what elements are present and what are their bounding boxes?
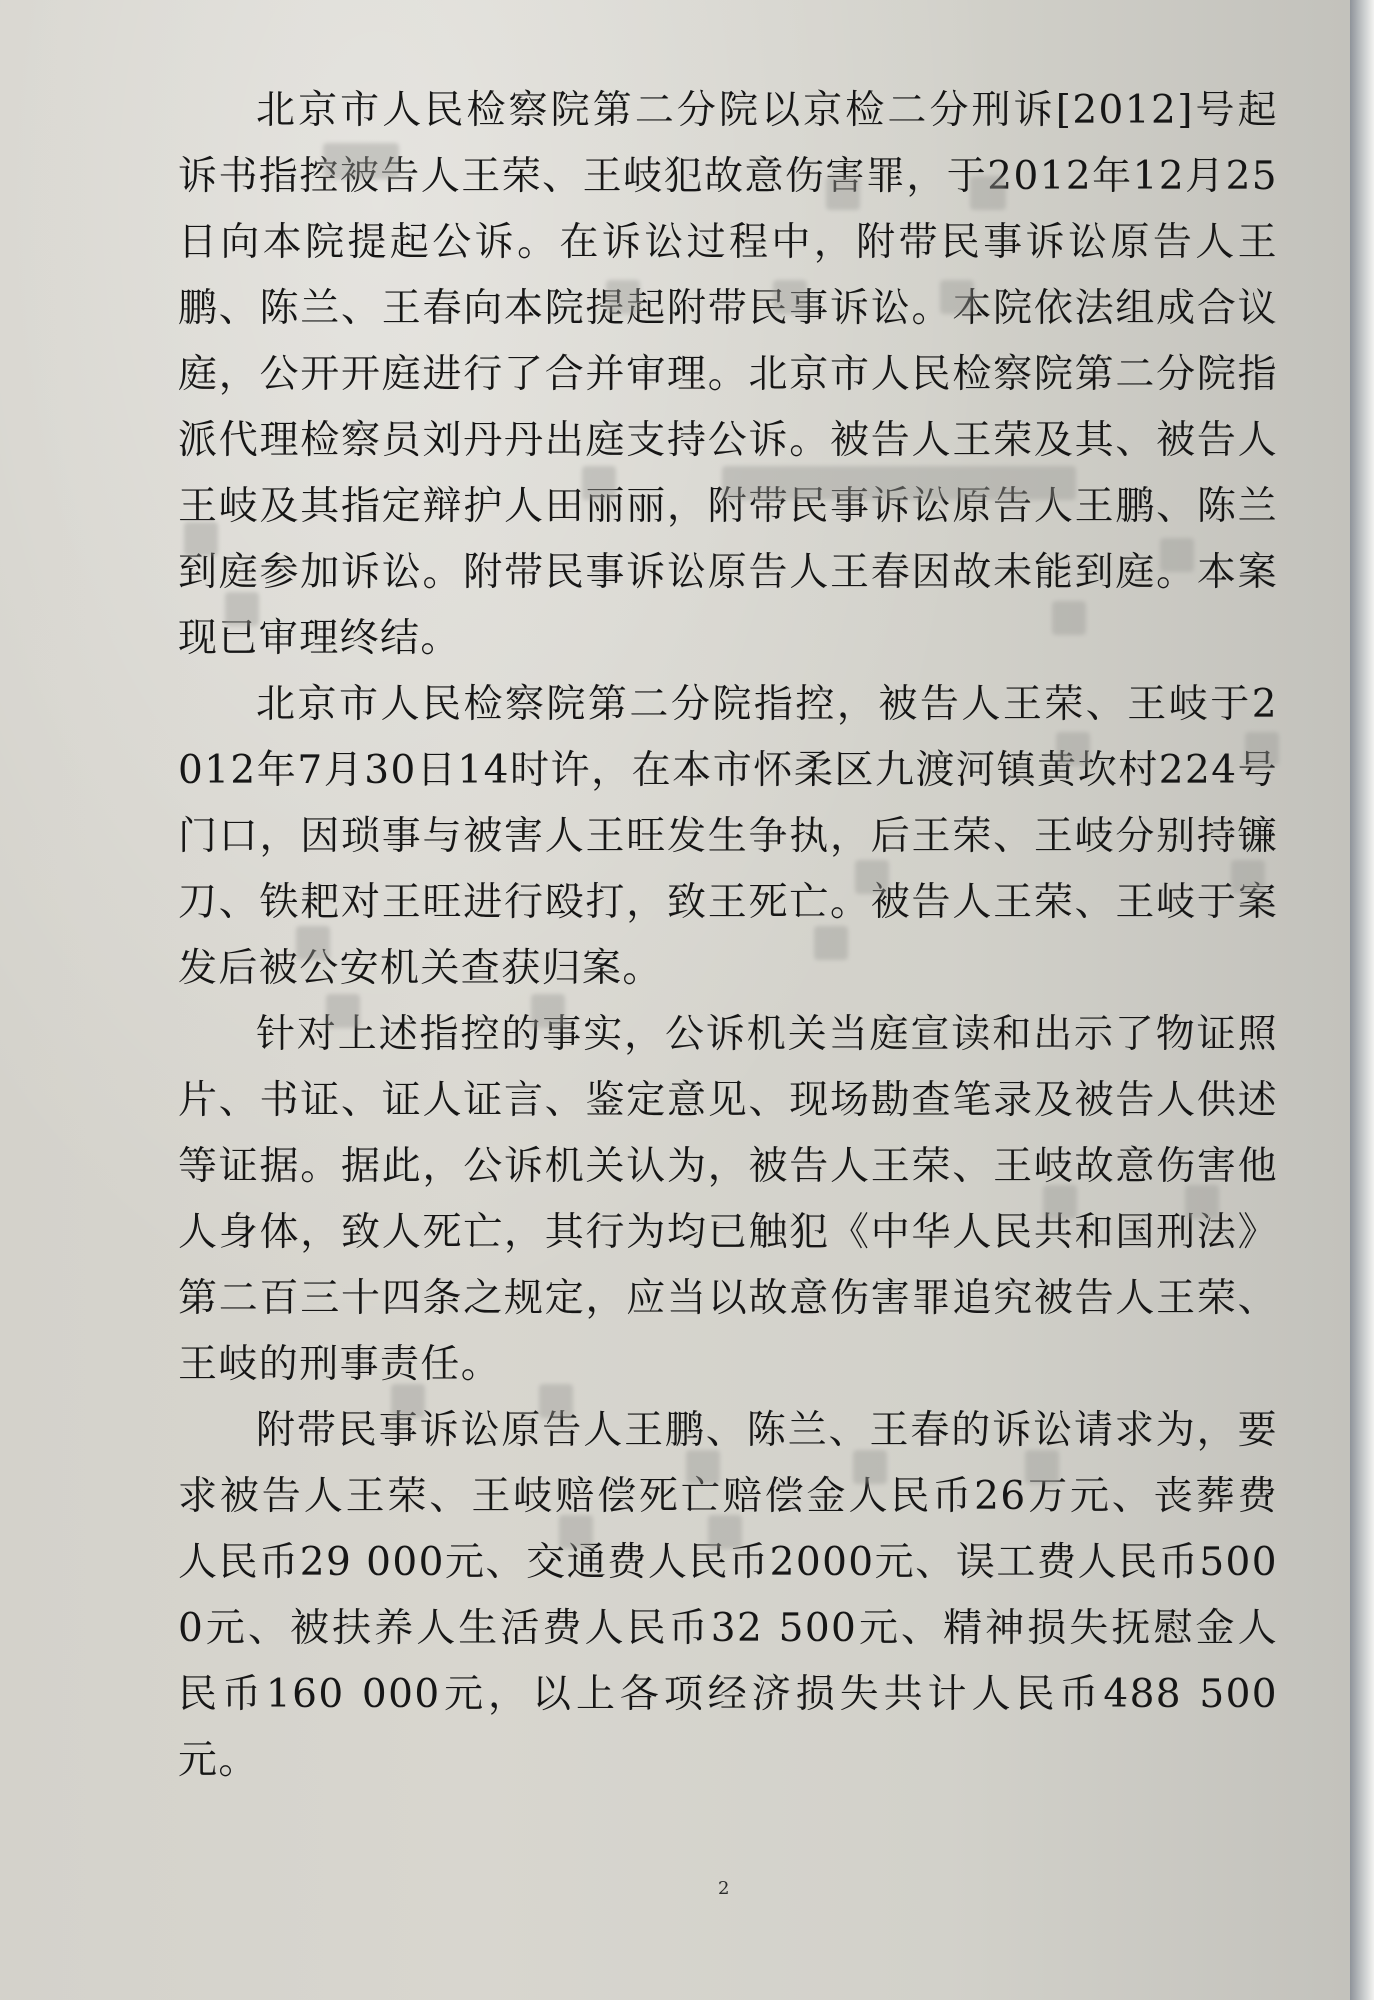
redaction-blur: [722, 466, 1076, 500]
redaction-blur: [1231, 860, 1265, 894]
redaction-blur: [1245, 732, 1279, 766]
redaction-blur: [853, 1450, 887, 1484]
redaction-blur: [559, 1515, 593, 1549]
paragraph-prosecution-charge: 北京市人民检察院第二分院指控，被告人王荣、王岐于2012年7月30日14时许，在本市怀柔区九渡河镇黄坎村224号门口，因琐事与被害人王旺发生争执，后王荣、王岐分别持镰刀、铁耙对王旺进行殴打，致王死亡。被告人王荣、王岐于案发后被公安机关查获归案。: [178, 682, 1278, 991]
redaction-blur: [1052, 601, 1086, 635]
redaction-blur: [773, 280, 807, 314]
paragraph-civil-claims: 附带民事诉讼原告人王鹏、陈兰、王春的诉讼请求为，要求被告人王荣、王岐赔偿死亡赔偿金人民币26万元、丧葬费人民币29 000元、交通费人民币2000元、误工费人民币5000元、被扶养人生活费人民币32 500元、精神损失抚慰金人民币160 000元，以上各项经济损失共计人民币488 500元。: [178, 1408, 1278, 1783]
redaction-blur: [296, 926, 330, 960]
redaction-blur: [1056, 732, 1090, 766]
redaction-blur: [814, 926, 848, 960]
redaction-blur: [326, 994, 360, 1028]
redaction-blur: [940, 280, 974, 314]
redaction-blur: [686, 1450, 720, 1484]
page-edge-shadow: [1350, 0, 1374, 2000]
redaction-blur: [225, 592, 259, 626]
redaction-blur: [1160, 538, 1194, 572]
redaction-blur: [323, 143, 399, 179]
redaction-blur: [708, 1515, 742, 1549]
paragraph-evidence-and-opinion: 针对上述指控的事实，公诉机关当庭宣读和出示了物证照片、书证、证人证言、鉴定意见、现场勘查笔录及被告人供述等证据。据此，公诉机关认为，被告人王荣、王岐故意伤害他人身体，致人死亡，其行为均已触犯《中华人民共和国刑法》第二百三十四条之规定，应当以故意伤害罪追究被告人王荣、王岐的刑事责任。: [178, 1012, 1278, 1387]
redaction-blur: [582, 466, 616, 500]
redaction-blur: [826, 176, 860, 210]
redaction-blur: [184, 522, 218, 556]
redaction-blur: [970, 176, 1006, 210]
page-number: 2: [718, 1878, 730, 1899]
redaction-blur: [1025, 1450, 1059, 1484]
redaction-blur: [391, 1384, 425, 1418]
redaction-blur: [606, 280, 640, 314]
redaction-blur: [1043, 1185, 1077, 1219]
redaction-blur: [539, 1384, 573, 1418]
redaction-blur: [855, 860, 889, 894]
redaction-blur: [1185, 1185, 1219, 1219]
paragraph-prosecution-background: 北京市人民检察院第二分院以京检二分刑诉[2012]号起诉书指控被告人王荣、王岐犯故意伤害罪，于2012年12月25日向本院提起公诉。在诉讼过程中，附带民事诉讼原告人王鹏、陈兰、王春向本院提起附带民事诉讼。本院依法组成合议庭，公开开庭进行了合并审理。北京市人民检察院第二分院指派代理检察员刘丹丹出庭支持公诉。被告人王荣及其、被告人王岐及其指定辩护人田丽丽，附带民事诉讼原告人王鹏、陈兰到庭参加诉讼。附带民事诉讼原告人王春因故未能到庭。本案现已审理终结。: [178, 88, 1278, 661]
redaction-blur: [531, 994, 565, 1028]
